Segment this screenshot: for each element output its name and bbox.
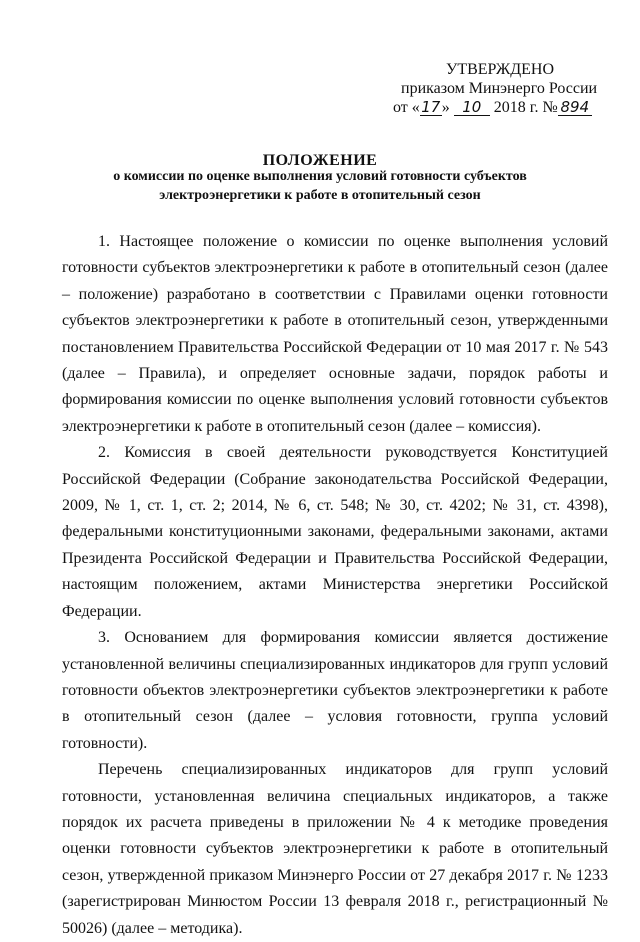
approval-date-line: [393, 98, 633, 117]
approval-year: 2018 г. №: [493, 99, 558, 116]
approval-month-handwritten: 10: [454, 99, 490, 116]
approval-date-prefix: от «: [393, 99, 420, 116]
approval-day-close: »: [441, 99, 450, 116]
approval-number-handwritten: 894: [558, 99, 592, 116]
approval-title: УТВЕРЖДЕНО: [446, 61, 555, 78]
document-subtitle: о комиссии по оценке выполнения условий готовности субъектов электроэнергетики к работе в отопительный сезон: [113, 169, 527, 203]
paragraph-4: Перечень специализированных индикаторов для групп условий готовности, установленная величина специальных индикаторов, а также порядок их расчета приведены в приложении № 4 к методике проведения оценки готовности субъектов электроэнергетики к работе в отопительный сезон, утвержденной приказом Минэнерго России от 27 декабря 2017 г. № 1233 (зарегистрирован Минюстом России 13 февраля 2018 г., регистрационный № 50026) (далее – методика).: [62, 761, 608, 937]
document-title: ПОЛОЖЕНИЕ: [262, 152, 378, 169]
approval-stamp: [393, 60, 633, 117]
approval-day-handwritten: 17: [421, 98, 441, 116]
paragraph-2: 2. Комиссия в своей деятельности руководствуется Конституцией Российской Федерации (Собрание законодательства Российской Федерации, 2009, № 1, ст. 1, ст. 2; 2014, № 6, ст. 548; № 30, ст. 4202; № 31, ст. 4398), федеральными конституционными законами, федеральными законами, актами Президента Российской Федерации и Правительства Российской Федерации, настоящим положением, актами Министерства энергетики Российской Федерации.: [62, 444, 608, 620]
approval-order: приказом Минэнерго России: [401, 80, 598, 97]
document-body: [62, 229, 608, 942]
paragraph-1: 1. Настоящее положение о комиссии по оценке выполнения условий готовности субъектов электроэнергетики к работе в отопительный сезон (далее – положение) разработано в соответствии с Правилами оценки готовности субъектов электроэнергетики к работе в отопительный сезон, утвержденными постановлением Правительства Российской Федерации от 10 мая 2017 г. № 543 (далее – Правила), и определяет основные задачи, порядок работы и формирования комиссии по оценке выполнения условий готовности субъектов электроэнергетики к работе в отопительный сезон (далее – комиссия).: [62, 233, 608, 435]
paragraph-3: 3. Основанием для формирования комиссии является достижение установленной величины специализированных индикаторов для групп условий готовности объектов электроэнергетики субъектов электроэнергетики к работе в отопительный сезон (далее – условия готовности, группа условий готовности).: [62, 629, 608, 752]
